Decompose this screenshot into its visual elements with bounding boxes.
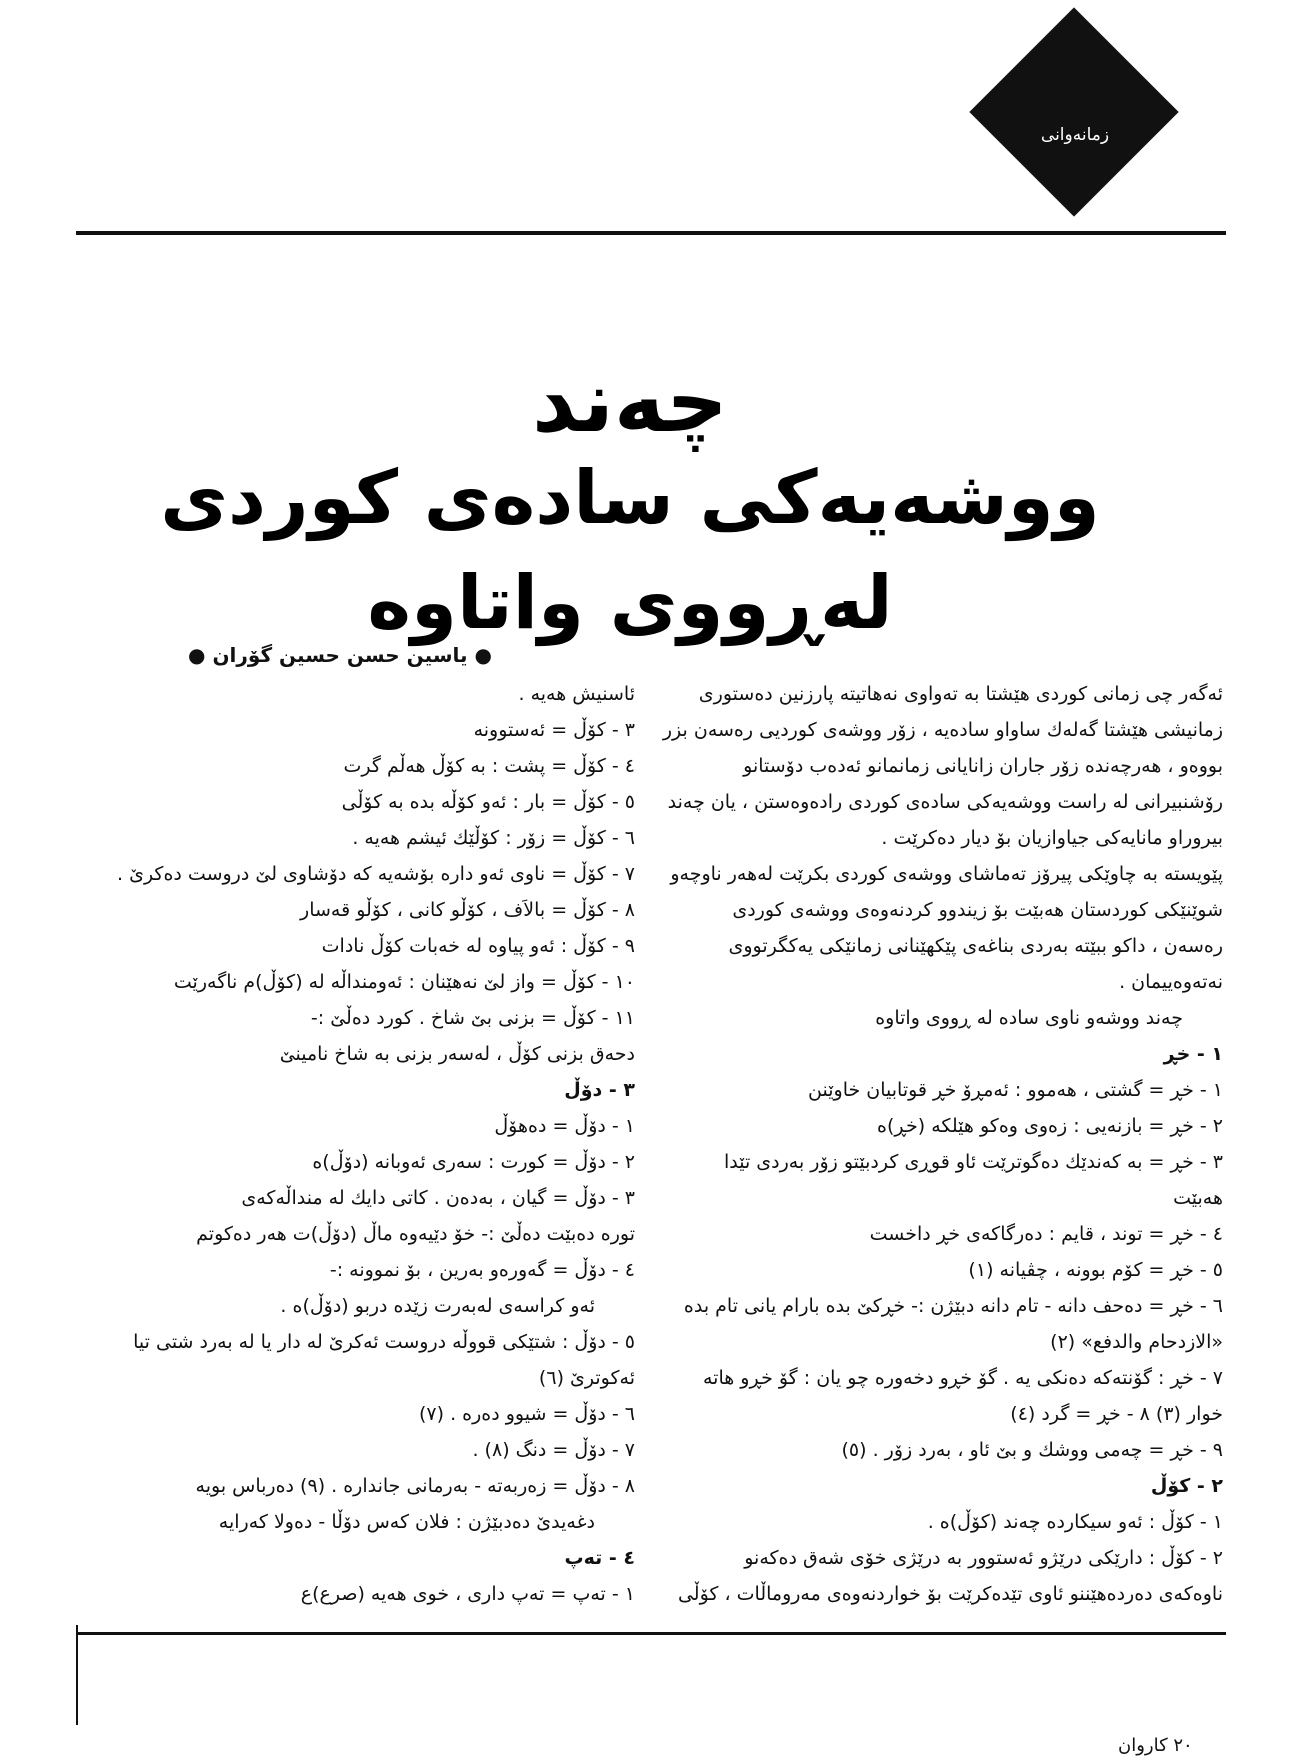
text-line: ٥ - دۆڵ : شتێکی قووڵە دروست ئەکرێ لە دار یا لە بەرد شتی تیا [133, 1331, 635, 1353]
text-line: ٤ - خڕ = توند ، قایم : دەرگاکەی خڕ داخست [869, 1223, 1223, 1245]
text-line: ٣ - دۆڵ = گیان ، بەدەن . کاتی دایك لە منداڵەکەی [241, 1187, 635, 1209]
text-line: ١٠ - کۆڵ = واز لێ نەهێنان : ئەومنداڵە لە (کۆڵ)م ناگەرێت [173, 971, 635, 993]
text-line: ٩ - کۆڵ : ئەو پیاوە لە خەبات کۆڵ نادات [321, 935, 635, 957]
text-line: ٧ - دۆڵ = دنگ (٨) . [472, 1439, 635, 1461]
text-line: بووەو ، هەرچەندە زۆر جاران زانایانی زمانمانو ئەدەب دۆستانو [743, 755, 1223, 777]
text-line: ٣ - خڕ = بە کەندێك دەگوترێت ئاو قوڕی کردبێتو زۆر بەردی تێدا [723, 1151, 1223, 1173]
right-column [662, 676, 1223, 1612]
text-line: پێویستە بە چاوێکی پیرۆز تەماشای ووشەی کوردی بکرێت لەهەر ناوچەو [670, 863, 1223, 885]
text-line: هەبێت [1173, 1187, 1223, 1209]
text-line: ئەگەر چی زمانی کوردی هێشتا بە تەواوی نەهاتیتە پارزنین دەستوری [698, 683, 1223, 705]
text-line: ٨ - کۆڵ = بالاَف ، کۆڵو کانی ، کۆڵو قەسار [300, 899, 635, 921]
text-line: ١ - خڕ = گشتی ، هەموو : ئەمڕۆ خڕ قوتابیان خاوێنن [808, 1079, 1223, 1101]
text-line: ئەو کراسەی لەبەرت زێدە دربو (دۆڵ)ە . [280, 1295, 595, 1317]
text-line: تورە دەبێت دەڵێ :- خۆ دێیەوە ماڵ (دۆڵ)ت هەر دەکوتم [196, 1223, 635, 1245]
text-line: زمانیشی هێشتا گەلەك ساواو سادەیە ، زۆر ووشەی کوردیی رەسەن بزر [662, 719, 1223, 741]
text-line: ٥ - خڕ = کۆم بوونە ، چڤیانە (١) [968, 1259, 1223, 1281]
text-line: ٤ - کۆڵ = پشت : بە کۆڵ هەڵم گرت [343, 755, 635, 777]
author-byline [160, 643, 520, 667]
text-line: ١ - دۆڵ = دەهۆڵ [494, 1115, 635, 1137]
bullet-icon: ● [474, 643, 492, 667]
text-line: خوار (٣) ٨ - خڕ = گرد (٤) [1010, 1403, 1223, 1425]
text-line: «الازدحام والدفع» (٢) [1050, 1331, 1223, 1353]
text-line: ئەکوترێ (٦) [538, 1367, 635, 1389]
text-line: ٦ - دۆڵ = شیوو دەرە . (٧) [419, 1403, 635, 1425]
text-line: ئاسنیش هەیە . [518, 683, 635, 705]
text-line: رەسەن ، داکو ببێتە بەردی بناغەی پێکهێنانی زمانێکی یەکگرتووی [728, 935, 1223, 957]
text-line: دحەق بزنی کۆڵ ، لەسەر بزنی بە شاخ نامینێ [279, 1043, 635, 1065]
text-line: ٧ - کۆڵ = ناوی ئەو دارە بۆشەیە کە دۆشاوی لێ دروست دەکرێ . [117, 863, 635, 885]
text-line: شوێنێکی کوردستان هەبێت بۆ زیندوو کردنەوەی ووشەی کوردی [732, 899, 1223, 921]
text-line: ٦ - خڕ = دەحف دانە - تام دانە دبێژن :- خڕکێ بدە بارام یانی تام بدە [683, 1295, 1223, 1317]
footer-rule [76, 1632, 1226, 1635]
text-line: نەتەوەییمان . [1119, 971, 1223, 993]
text-line: ٦ - کۆڵ = زۆر : کۆڵێك ئیشم هەیە . [352, 827, 635, 849]
text-line: دغەیدێ دەدبێژن : فلان کەس دۆڵا - دەولا کەرایە [218, 1511, 595, 1533]
title-line-3: لەڕووی واتاوە [367, 560, 893, 646]
text-line: ٨ - دۆڵ = زەربەتە - بەرمانی جاندارە . (٩) دەرباس بویە [195, 1475, 635, 1497]
text-line: ٧ - خڕ : گۆنتەکە دەنکی یە . گۆ خڕو دخەورە چو یان : گۆ خڕو هاتە [702, 1367, 1223, 1389]
text-line: ٤ - دۆڵ = گەورەو بەرین ، بۆ نموونە :- [329, 1259, 635, 1281]
text-line: ٥ - کۆڵ = بار : ئەو کۆڵە بدە بە کۆڵی [341, 791, 635, 813]
text-line: بیروراو مانایەکی جیاوازیان بۆ دیار دەکرێت . [881, 827, 1223, 849]
text-line: ٢ - کۆڵ : دارێکی درێژو ئەستوور بە درێژی خۆی شەق دەکەنو [744, 1547, 1223, 1569]
page-footer: ٢٠ کاروان [1118, 1735, 1193, 1756]
author-name: یاسین حسن حسین گۆران [212, 643, 468, 667]
section-badge-label: زمانەوانی [1040, 125, 1110, 145]
title-line-1: چەند [531, 352, 729, 452]
text-line: چەند ووشەو ناوی سادە لە ڕووی واتاوە [875, 1007, 1183, 1029]
left-column [80, 676, 635, 1612]
bullet-icon: ● [188, 643, 206, 667]
margin-tick [76, 1625, 78, 1725]
text-line: ٣ - کۆڵ = ئەستوونە [473, 719, 635, 741]
section-badge-diamond [969, 7, 1178, 216]
section-heading: ١ - خڕ [1163, 1043, 1223, 1065]
text-line: ١ - کۆڵ : ئەو سیکاردە چەند (کۆڵ)ە . [927, 1511, 1223, 1533]
text-line: ١ - تەپ = تەپ داری ، خوی هەیە (صرع)ع [300, 1583, 635, 1605]
header-rule [76, 231, 1226, 235]
section-heading: ٢ - کۆڵ [1150, 1475, 1223, 1497]
section-heading: ٤ - تەپ [564, 1547, 635, 1569]
section-heading: ٣ - دۆڵ [564, 1079, 635, 1101]
text-line: ناوەکەی دەردەهێننو ئاوی تێدەکرێت بۆ خواردنەوەی مەروماڵات ، کۆڵی [677, 1583, 1223, 1605]
text-line: ١١ - کۆڵ = بزنی بێ شاخ . کورد دەڵێ :- [310, 1007, 635, 1029]
title-line-2: ووشەیەکی سادەی کوردی [160, 455, 1100, 541]
text-line: رۆشنبیرانی لە راست ووشەیەکی سادەی کوردی رادەوەستن ، یان چەند [667, 791, 1223, 813]
text-line: ٢ - دۆڵ = کورت : سەری ئەوبانە (دۆڵ)ە [312, 1151, 635, 1173]
text-line: ٢ - خڕ = بازنەیی : زەوی وەکو هێلکە (خڕ)ە [877, 1115, 1223, 1137]
text-line: ٩ - خڕ = چەمی ووشك و بێ ئاو ، بەرد زۆر . (٥) [841, 1439, 1223, 1461]
